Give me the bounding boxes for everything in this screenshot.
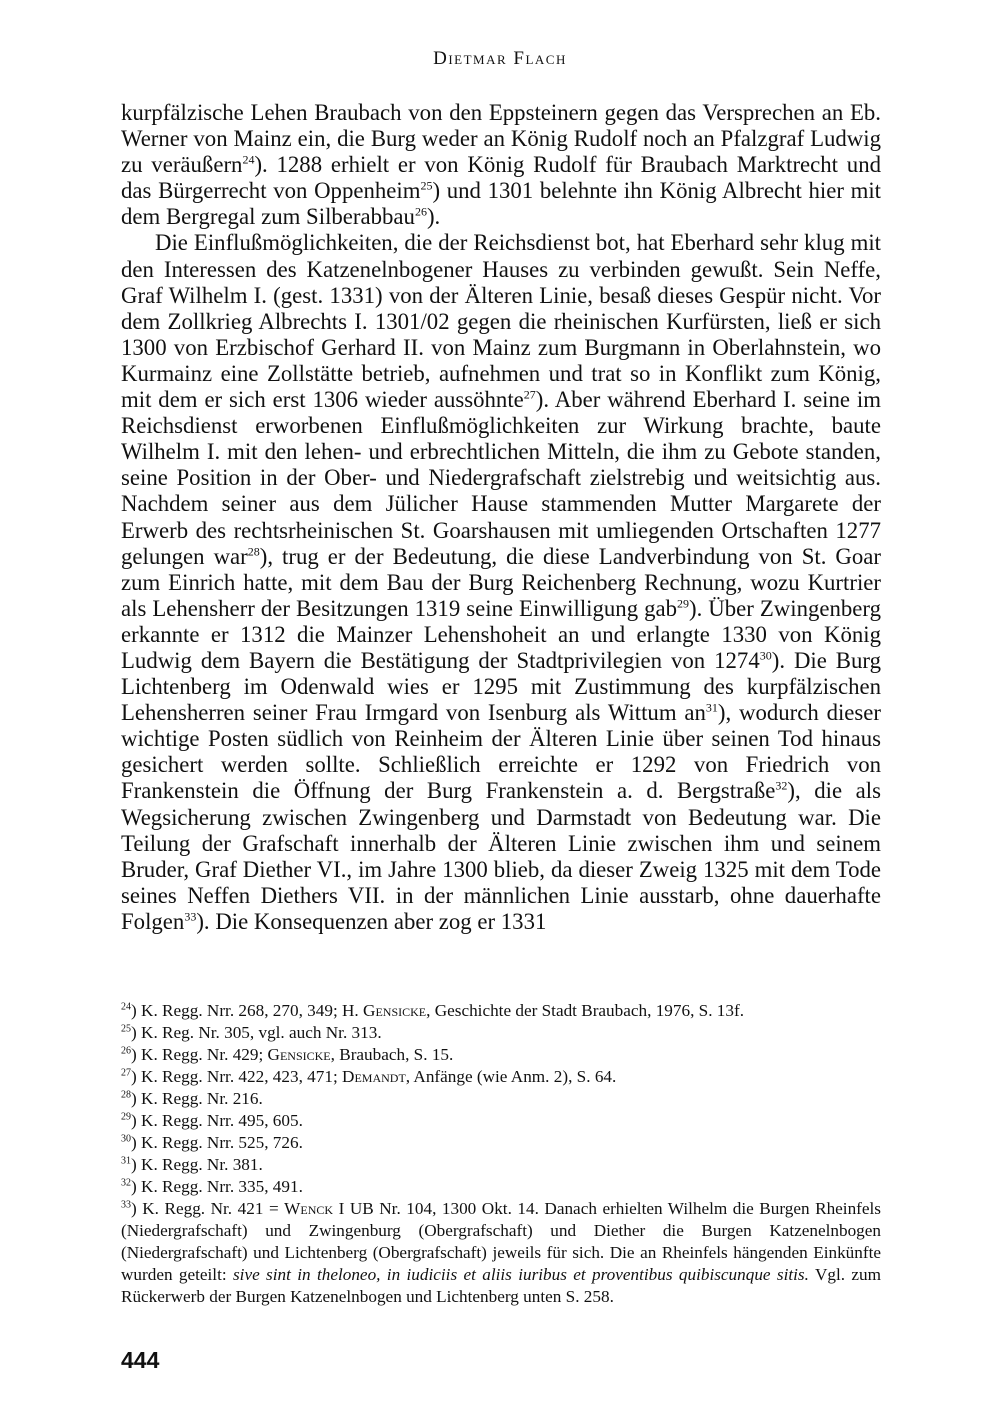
- footnote-25: [121, 1022, 881, 1044]
- footnote-ref-24: 24: [242, 152, 255, 167]
- footnote-ref-27: 27: [523, 387, 536, 402]
- footnote-text: , Anfänge (wie Anm. 2), S. 64.: [405, 1067, 617, 1086]
- footnote-ref-26: 26: [414, 204, 427, 219]
- footnote-paren: ): [131, 1023, 137, 1042]
- footnote-ref-28: 28: [247, 544, 260, 558]
- footnote-number: 32: [121, 1177, 131, 1189]
- footnote-number: 26: [121, 1045, 131, 1057]
- footnote-paren: ): [131, 1177, 137, 1196]
- running-header: [0, 48, 1000, 70]
- footnote-ref-31: 31: [705, 700, 718, 715]
- text-run: ). Die Burg Lichtenberg im Odenwald wies er 1295 mit Zustimmung des kurpfälzischen Lehensherren seiner Frau Irmgard von Isenburg als Wittum an: [121, 647, 881, 726]
- footnote-32: [121, 1176, 881, 1198]
- footnote-paren: ): [131, 1045, 137, 1064]
- footnote-31: [121, 1154, 881, 1176]
- latin-quote: sive sint in theloneo, in iudiciis et aliis iuribus et proventibus quibiscunque sitis.: [232, 1265, 809, 1284]
- footnote-text: , Geschichte der Stadt Braubach, 1976, S. 13f.: [426, 1001, 745, 1020]
- footnote-29: [121, 1110, 881, 1132]
- footnote-24: [121, 1000, 881, 1022]
- footnote-26: [121, 1044, 881, 1066]
- footnote-text: K. Regg. Nr. 216.: [136, 1089, 263, 1108]
- paragraph-1: [121, 100, 881, 230]
- footnote-number: 30: [121, 1133, 131, 1145]
- footnote-30: [121, 1132, 881, 1154]
- footnote-number: 31: [121, 1155, 131, 1167]
- footnote-text: K. Regg. Nrr. 335, 491.: [136, 1177, 303, 1196]
- footnote-text: K. Regg. Nr. 421 =: [136, 1199, 285, 1218]
- footnote-text: K. Regg. Nr. 381.: [136, 1155, 263, 1174]
- text-run: ). Die Konsequenzen aber zog er 1331: [196, 908, 547, 934]
- footnote-text: K. Regg. Nrr. 422, 423, 471;: [136, 1067, 343, 1086]
- text-run: ). Aber während Eberhard I. seine im Reichsdienst erworbenen Einflußmöglichkeiten zur Wirkung brachte, baute Wilhelm I. mit den lehen- und erbrechtlichen Mitteln, die ihm zu Gebote standen, seine Position in der Ober- und Niedergrafschaft zielstrebig und weitsichtig aus. Nachdem seiner aus dem Jülicher Hause stammenden Mutter Margarete der Erwerb des rechtsrheinischen St. Goarshausen mit umliegenden Ortschaften 1277 gelungen war: [121, 387, 881, 569]
- text-run: ). 1288 erhielt er von König Rudolf für Braubach Marktrecht und das Bürgerrecht von Oppenheim: [121, 152, 881, 204]
- footnote-text: , Braubach, S. 15.: [330, 1045, 454, 1064]
- footnote-text: K. Regg. Nrr. 525, 726.: [136, 1133, 303, 1152]
- footnote-ref-33: 33: [184, 909, 197, 924]
- footnote-text: K. Regg. Nrr. 495, 605.: [136, 1111, 303, 1130]
- author-name: Demandt: [342, 1067, 406, 1086]
- footnote-33: [121, 1198, 881, 1308]
- footnote-ref-29: 29: [677, 596, 690, 611]
- footnote-number: 27: [121, 1067, 131, 1079]
- footnote-number: 29: [121, 1111, 131, 1123]
- footnote-ref-25: 25: [420, 178, 433, 193]
- footnote-28: [121, 1088, 881, 1110]
- author-name: Gensicke: [363, 1001, 427, 1020]
- paragraph-2: [121, 230, 881, 935]
- footnote-paren: ): [131, 1067, 137, 1086]
- page-number: 444: [121, 1347, 160, 1373]
- text-run: Die Einflußmöglichkeiten, die der Reichsdienst bot, hat Eberhard sehr klug mit den Interessen des Katzenelnbogener Hauses zu verbinden gewußt. Sein Neffe, Graf Wilhelm I. (gest. 1331) von der Älteren Linie, besaß dieses Gespür nicht. Vor dem Zollkrieg Albrechts I. 1301/02 gegen die rheinischen Kurfürsten, ließ er sich 1300 von Erzbischof Gerhard II. von Mainz zum Burgmann in Oberlahnstein, wo Kurmainz eine Zollstätte betrieb, aufnehmen und trat so in Konflikt zum König, mit dem er sich erst 1306 wieder aussöhnte: [121, 230, 881, 413]
- footnote-paren: ): [131, 1133, 137, 1152]
- text-run: ). Über Zwingenberg erkannte er 1312 die Mainzer Lehenshoheit an und erlangte 1330 von König Ludwig dem Bayern die Bestätigung der Stadtprivilegien von 1274: [121, 595, 881, 673]
- footnote-number: 28: [121, 1089, 131, 1101]
- footnote-paren: ): [131, 1199, 137, 1218]
- text-run: ), wodurch dieser wichtige Posten südlich von Reinheim der Älteren Linie über seinen Tod hinaus gesichert werden sollte. Schließlich erreichte er 1292 von Friedrich von Frankenstein die Öffnung der Burg Frankenstein a. d. Bergstraße: [121, 700, 882, 804]
- footnote-ref-30: 30: [759, 648, 772, 663]
- text-run: kurpfälzische Lehen Braubach von den Eppsteinern gegen das Versprechen an Eb. Werner von Mainz ein, die Burg weder an König Rudolf noch an Pfalzgraf Ludwig zu veräußern: [121, 100, 881, 178]
- footnote-text: Nr. 104, 1300 Okt. 14. Danach erhielten Wilhelm die Burgen Rheinfels (Niedergrafschaft) und Zwingenburg (Obergrafschaft) und Diether die Burgen Katzenelnbogen (Niedergrafschaft) und Lichtenberg (Obergrafschaft) jeweils für sich. Die an Rheinfels hängenden Einkünfte wurden geteilt:: [121, 1199, 881, 1284]
- footnote-text: K. Regg. Nr. 429;: [136, 1045, 268, 1064]
- footnote-27: [121, 1066, 881, 1088]
- text-run: ), die als Wegsicherung zwischen Zwingenberg und Darmstadt von Bedeutung war. Die Teilung der Grafschaft innerhalb der Älteren Linie zwischen ihm und seinem Bruder, Graf Diether VI., im Jahre 1300 blieb, da dieser Zweig 1325 mit dem Tode seines Neffen Diethers VII. in der männlichen Linie ausstarb, ohne dauerhafte Folgen: [121, 778, 881, 934]
- footnote-number: 33: [121, 1199, 131, 1211]
- footnote-number: 24: [121, 1001, 131, 1013]
- text-run: ) und 1301 belehnte ihn König Albrecht hier mit dem Bergregal zum Silberabbau: [121, 178, 881, 230]
- text-run: ).: [426, 204, 441, 230]
- footnote-paren: ): [131, 1155, 137, 1174]
- author-name: Gensicke: [267, 1045, 331, 1064]
- footnotes: [121, 1000, 881, 1308]
- main-text: [121, 100, 881, 935]
- footnote-text: K. Regg. Nrr. 268, 270, 349; H.: [136, 1001, 364, 1020]
- footnote-paren: ): [131, 1001, 137, 1020]
- footnote-text: Vgl. zum Rückerwerb der Burgen Katzenelnbogen und Lichtenberg unten S. 258.: [121, 1265, 881, 1306]
- running-title: Dietmar Flach: [433, 48, 567, 69]
- source-name: Wenck I UB: [284, 1199, 374, 1218]
- footnote-number: 25: [121, 1023, 131, 1035]
- footnote-text: K. Reg. Nr. 305, vgl. auch Nr. 313.: [136, 1023, 382, 1042]
- footnote-paren: ): [131, 1111, 137, 1130]
- footnote-paren: ): [131, 1089, 137, 1108]
- footnote-ref-32: 32: [775, 778, 788, 793]
- text-run: ), trug er der Bedeutung, die diese Landverbindung von St. Goar zum Einrich hatte, mit dem Bau der Burg Reichenberg Rechnung, wozu Kurtrier als Lehensherr der Besitzungen 1319 seine Einwilligung gab: [121, 543, 881, 621]
